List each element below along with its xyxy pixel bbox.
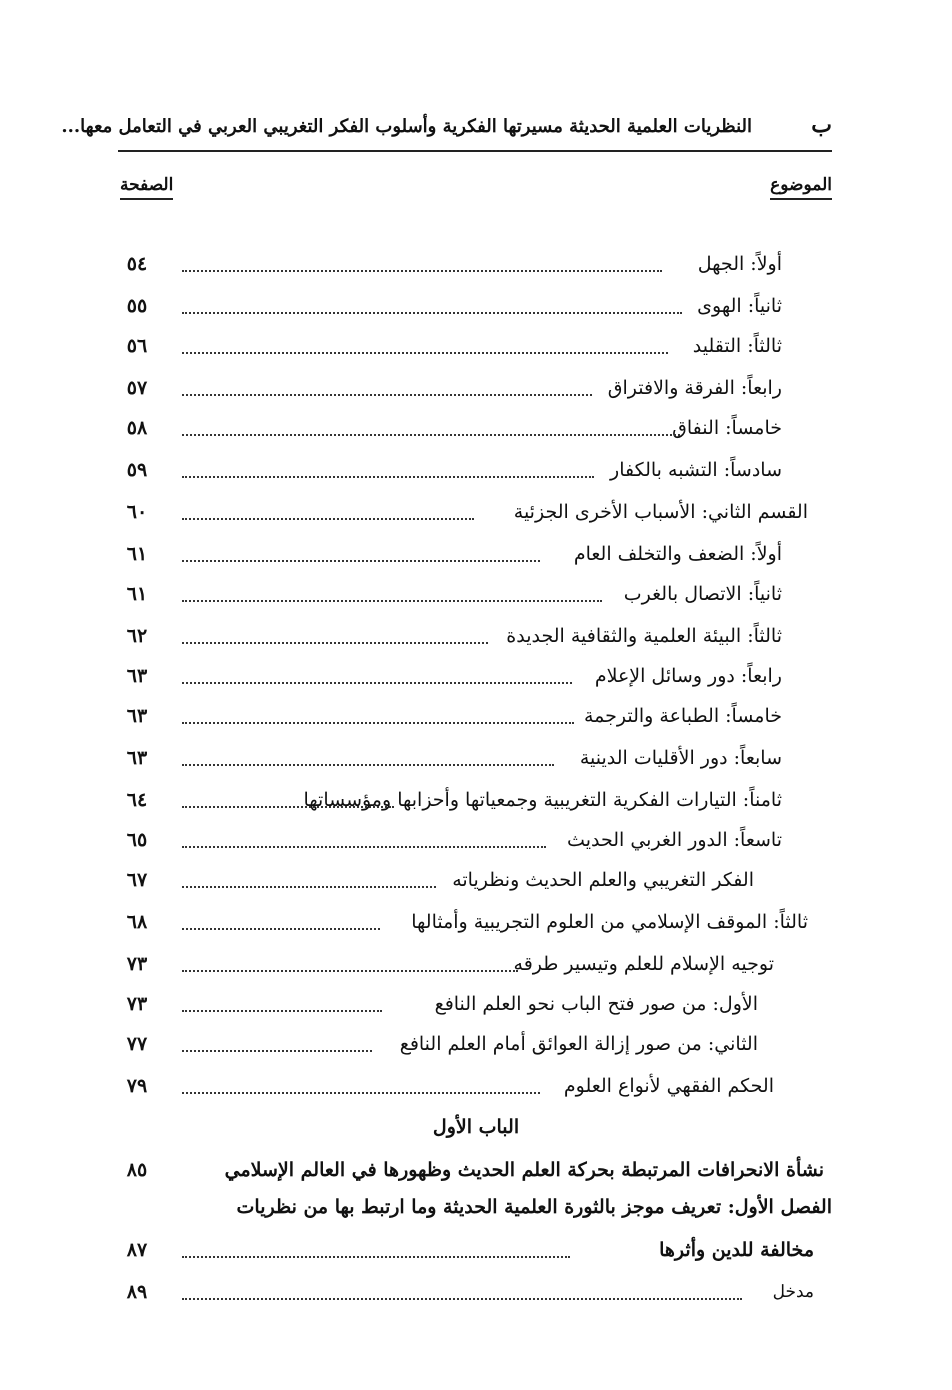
toc-entry-label: الثاني: من صور إزالة العوائق أمام العلم النافع <box>399 1033 758 1055</box>
toc-entry <box>120 904 820 940</box>
running-header <box>61 112 832 152</box>
toc-entry-page: ٦٣ <box>126 747 148 769</box>
toc-entry <box>120 740 820 776</box>
toc-entry-label: رابعاً: دور وسائل الإعلام <box>594 665 782 687</box>
toc-entry-label: الفكر التغريبي والعلم الحديث ونظرياته <box>452 869 754 891</box>
toc-entry-label: القسم الثاني: الأسباب الأخرى الجزئية <box>513 501 808 523</box>
leader-dots <box>182 1040 372 1052</box>
intro-page: ٨٩ <box>126 1281 148 1303</box>
toc-entry-label: ثانياً: الهوى <box>697 295 782 317</box>
toc-entry-label: ثانياً: الاتصال بالغرب <box>623 583 782 605</box>
toc-entry <box>120 986 820 1022</box>
leader-dots <box>182 342 668 354</box>
leader-dots <box>182 796 394 808</box>
toc-entry <box>120 576 820 612</box>
toc-entry-label: تاسعاً: الدور الغربي الحديث <box>567 829 782 851</box>
toc-entry <box>120 658 820 694</box>
toc-entry-label: أولاً: الجهل <box>697 253 782 275</box>
page-letter: ب <box>811 112 832 138</box>
leader-dots <box>182 302 682 314</box>
toc-entry-page: ٦٠ <box>126 501 148 523</box>
leader-dots <box>182 1288 742 1300</box>
toc-entry <box>120 494 820 530</box>
leader-dots <box>182 672 572 684</box>
running-title: النظريات العلمية الحديثة مسيرتها الفكرية وأسلوب الفكر التغريبي العربي في التعامل معها... <box>61 116 752 137</box>
toc-entry-page: ٥٨ <box>126 417 148 439</box>
toc-entry-page: ٥٦ <box>126 335 148 357</box>
page-column-heading: الصفحة <box>120 175 173 200</box>
toc-entry <box>120 246 820 282</box>
leader-dots <box>182 1246 570 1258</box>
part-heading: نشأة الانحرافات المرتبطة بحركة العلم الحديث وظهورها في العالم الإسلامي <box>224 1159 824 1181</box>
toc-entry-label: ثالثاً: الموقف الإسلامي من العلوم التجريبية وأمثالها <box>411 911 808 933</box>
leader-dots <box>182 424 680 436</box>
toc-entry-label: توجيه الإسلام للعلم وتيسير طرقه <box>513 953 774 975</box>
topic-column-heading: الموضوع <box>770 175 832 200</box>
toc-entry-label: ثامناً: التيارات الفكرية التغريبية وجمعياتها وأحزابها ومؤسساتها <box>303 789 782 811</box>
toc-entry-label: سادساً: التشبه بالكفار <box>610 459 782 481</box>
toc-entry-page: ٦٣ <box>126 665 148 687</box>
toc-entry <box>120 1068 820 1104</box>
leader-dots <box>182 1000 382 1012</box>
leader-dots <box>182 1082 540 1094</box>
toc-entry <box>120 946 820 982</box>
leader-dots <box>182 876 436 888</box>
toc-entry-page: ٦٣ <box>126 705 148 727</box>
toc-entry-label: ثالثاً: البيئة العلمية والثقافية الجديدة <box>506 625 782 647</box>
intro-row <box>120 1274 820 1310</box>
toc-entry <box>120 452 820 488</box>
toc-entry-page: ٧٣ <box>126 993 148 1015</box>
toc-entry-label: خامساً: النفاق <box>672 417 782 439</box>
toc-entry-label: سابعاً: دور الأقليات الدينية <box>579 747 782 769</box>
leader-dots <box>182 836 546 848</box>
toc-entry <box>120 370 820 406</box>
toc-entry <box>120 782 820 818</box>
toc-entry-page: ٧٧ <box>126 1033 148 1055</box>
part-title: الباب الأول <box>432 1116 520 1138</box>
toc-entry-label: أولاً: الضعف والتخلف العام <box>573 543 782 565</box>
leader-dots <box>182 260 662 272</box>
leader-dots <box>182 590 602 602</box>
toc-entry-page: ٥٤ <box>126 253 148 275</box>
toc-entry-page: ٦١ <box>126 583 148 605</box>
leader-dots <box>182 918 380 930</box>
toc-entry-label: رابعاً: الفرقة والافتراق <box>607 377 782 399</box>
toc-entry <box>120 862 820 898</box>
leader-dots <box>182 550 540 562</box>
chapter1-line1: الفصل الأول: تعريف موجز بالثورة العلمية الحديثة وما ارتبط بها من نظريات <box>236 1196 832 1218</box>
toc-entry-page: ٥٥ <box>126 295 148 317</box>
toc-entry <box>120 822 820 858</box>
leader-dots <box>182 466 594 478</box>
chapter1-page: ٨٧ <box>126 1239 148 1261</box>
leader-dots <box>182 960 518 972</box>
toc-entry <box>120 536 820 572</box>
chapter1-line2: مخالفة للدين وأثرها <box>659 1239 814 1261</box>
leader-dots <box>182 712 574 724</box>
toc-entry-label: الحكم الفقهي لأنواع العلوم <box>563 1075 774 1097</box>
toc-entry-page: ٦٤ <box>126 789 148 811</box>
toc-entry <box>120 618 820 654</box>
toc-entry <box>120 1026 820 1062</box>
part-heading-page: ٨٥ <box>126 1159 148 1181</box>
leader-dots <box>182 384 592 396</box>
toc-entry-label: ثالثاً: التقليد <box>692 335 782 357</box>
toc-entry <box>120 328 820 364</box>
toc-entry <box>120 410 820 446</box>
part-heading-row <box>120 1152 824 1188</box>
toc-entry-page: ٧٣ <box>126 953 148 975</box>
toc-entry-label: الأول: من صور فتح الباب نحو العلم النافع <box>434 993 758 1015</box>
toc-entry-page: ٦٨ <box>126 911 148 933</box>
chapter1-row <box>120 1232 820 1268</box>
chapter1-heading <box>132 1192 832 1222</box>
toc-entry-label: خامساً: الطباعة والترجمة <box>583 705 782 727</box>
toc-entry-page: ٦٢ <box>126 625 148 647</box>
toc-entry <box>120 288 820 324</box>
toc-entry-page: ٦٥ <box>126 829 148 851</box>
leader-dots <box>182 754 554 766</box>
leader-dots <box>182 632 488 644</box>
toc-entry-page: ٧٩ <box>126 1075 148 1097</box>
leader-dots <box>182 508 474 520</box>
toc-entry-page: ٦١ <box>126 543 148 565</box>
toc-entry-page: ٦٧ <box>126 869 148 891</box>
toc-entry <box>120 698 820 734</box>
toc-entry-page: ٥٧ <box>126 377 148 399</box>
toc-entry-page: ٥٩ <box>126 459 148 481</box>
intro-label: مدخل <box>772 1282 814 1302</box>
